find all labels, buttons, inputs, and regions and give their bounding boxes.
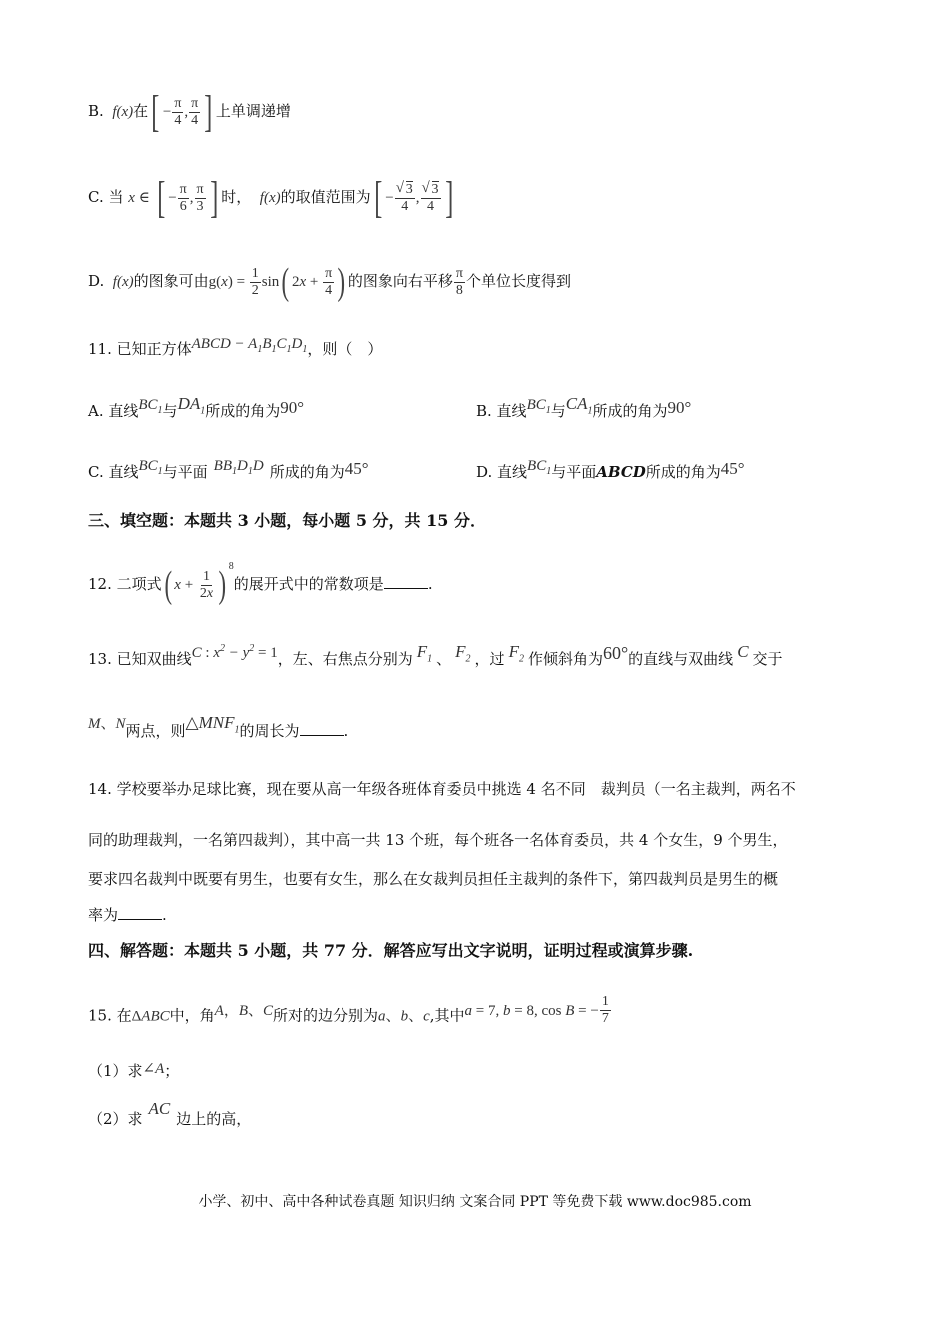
question-13-line2: M、N两点，则$\triangle MNF_1$的周长为 . <box>88 713 349 740</box>
question-13: 13. 已知双曲线C : $x^2 - y^2 = 1$，左、右焦点分别为 $F_1$ 、 $F_2$ ，过 $F_2$ 作倾斜角为60°的直线与双曲线 C 交于 <box>88 642 783 668</box>
question-14-line3: 要求四名裁判中既要有男生，也要有女生，那么在女裁判员担任主裁判的条件下，第四裁判员是男生的概 <box>88 870 779 888</box>
option-11c: C. 直线$BC_1$与平面 $BB_1D_1D$ 所成的角为45° <box>88 458 369 481</box>
option-10d: D. f(x)的图象可由g(x) = $\frac{1}{2}$ sin( 2x + $\frac{\pi}{4}$ ) 的图象向右平移 $\frac{\pi}{8}$ 个单位长度得到 <box>88 261 571 303</box>
option-11d: D. 直线$BC_1$与平面ABCD所成的角为45° <box>476 458 745 481</box>
page-footer: 小学、初中、高中各种试卷真题 知识归纳 文案合同 PPT 等免费下载 www.doc985.com <box>198 1194 752 1210</box>
section-heading-fill-in: 三、填空题：本题共 3 小题，每小题 5 分，共 15 分． <box>88 511 486 530</box>
question-14-line4: 率为 . <box>88 906 167 924</box>
option-10c: C. 当 x ∈ [ − $\frac{\pi}{6}$ , $\frac{\pi}{3}$ ] 时， f(x)的取值范围为[ − √ $\frac{3}{4}$ , √ $\frac{3}{4}$ ] <box>88 176 456 220</box>
question-11: 11. 已知正方体ABCD − $A_1B_1C_1D_1$，则（ ） <box>88 336 383 358</box>
answer-blank <box>300 721 344 736</box>
question-15: 15. 在ΔABC中，角A，B、C所对的边分别为a、b、c,其中a = 7, b = 8, cos B = − $\frac{1}{7}$ <box>88 994 609 1026</box>
option-11b: B. 直线$BC_1$与$CA_1$所成的角为90° <box>476 394 692 420</box>
answer-blank <box>118 905 162 920</box>
question-15-part1: （1）求∠A； <box>88 1061 180 1080</box>
option-10b: B. f(x)在[ − $\frac{\pi}{4}$ , $\frac{\pi}{4}$ ] 上单调递增 <box>88 87 291 136</box>
section-heading-solve: 四、解答题：本题共 5 小题，共 77 分．解答应写出文字说明，证明过程或演算步骤. <box>88 941 694 960</box>
fraction: $\frac{\pi}{4}$ <box>174 95 182 128</box>
option-11a: A. 直线$BC_1$与$DA_1$所成的角为90° <box>88 394 305 420</box>
math-fx: f(x) <box>108 104 134 120</box>
answer-blank <box>384 574 428 589</box>
question-14-line2: 同的助理裁判，一名第四裁判），其中高一共 13 个班，每个班各一名体育委员，共 4 个女生，9 个男生， <box>88 831 788 849</box>
question-12: 12. 二项式( x + $\frac{1}{2x}$ ) $^8$的展开式中的常数项是 . <box>88 561 433 606</box>
question-14-line1: 14. 学校要举办足球比赛，现在要从高一年级各班体育委员中挑选 4 名不同 裁判员（一名主裁判，两名不 <box>88 780 796 798</box>
question-15-part2: （2）求AC边上的高， <box>88 1099 252 1128</box>
